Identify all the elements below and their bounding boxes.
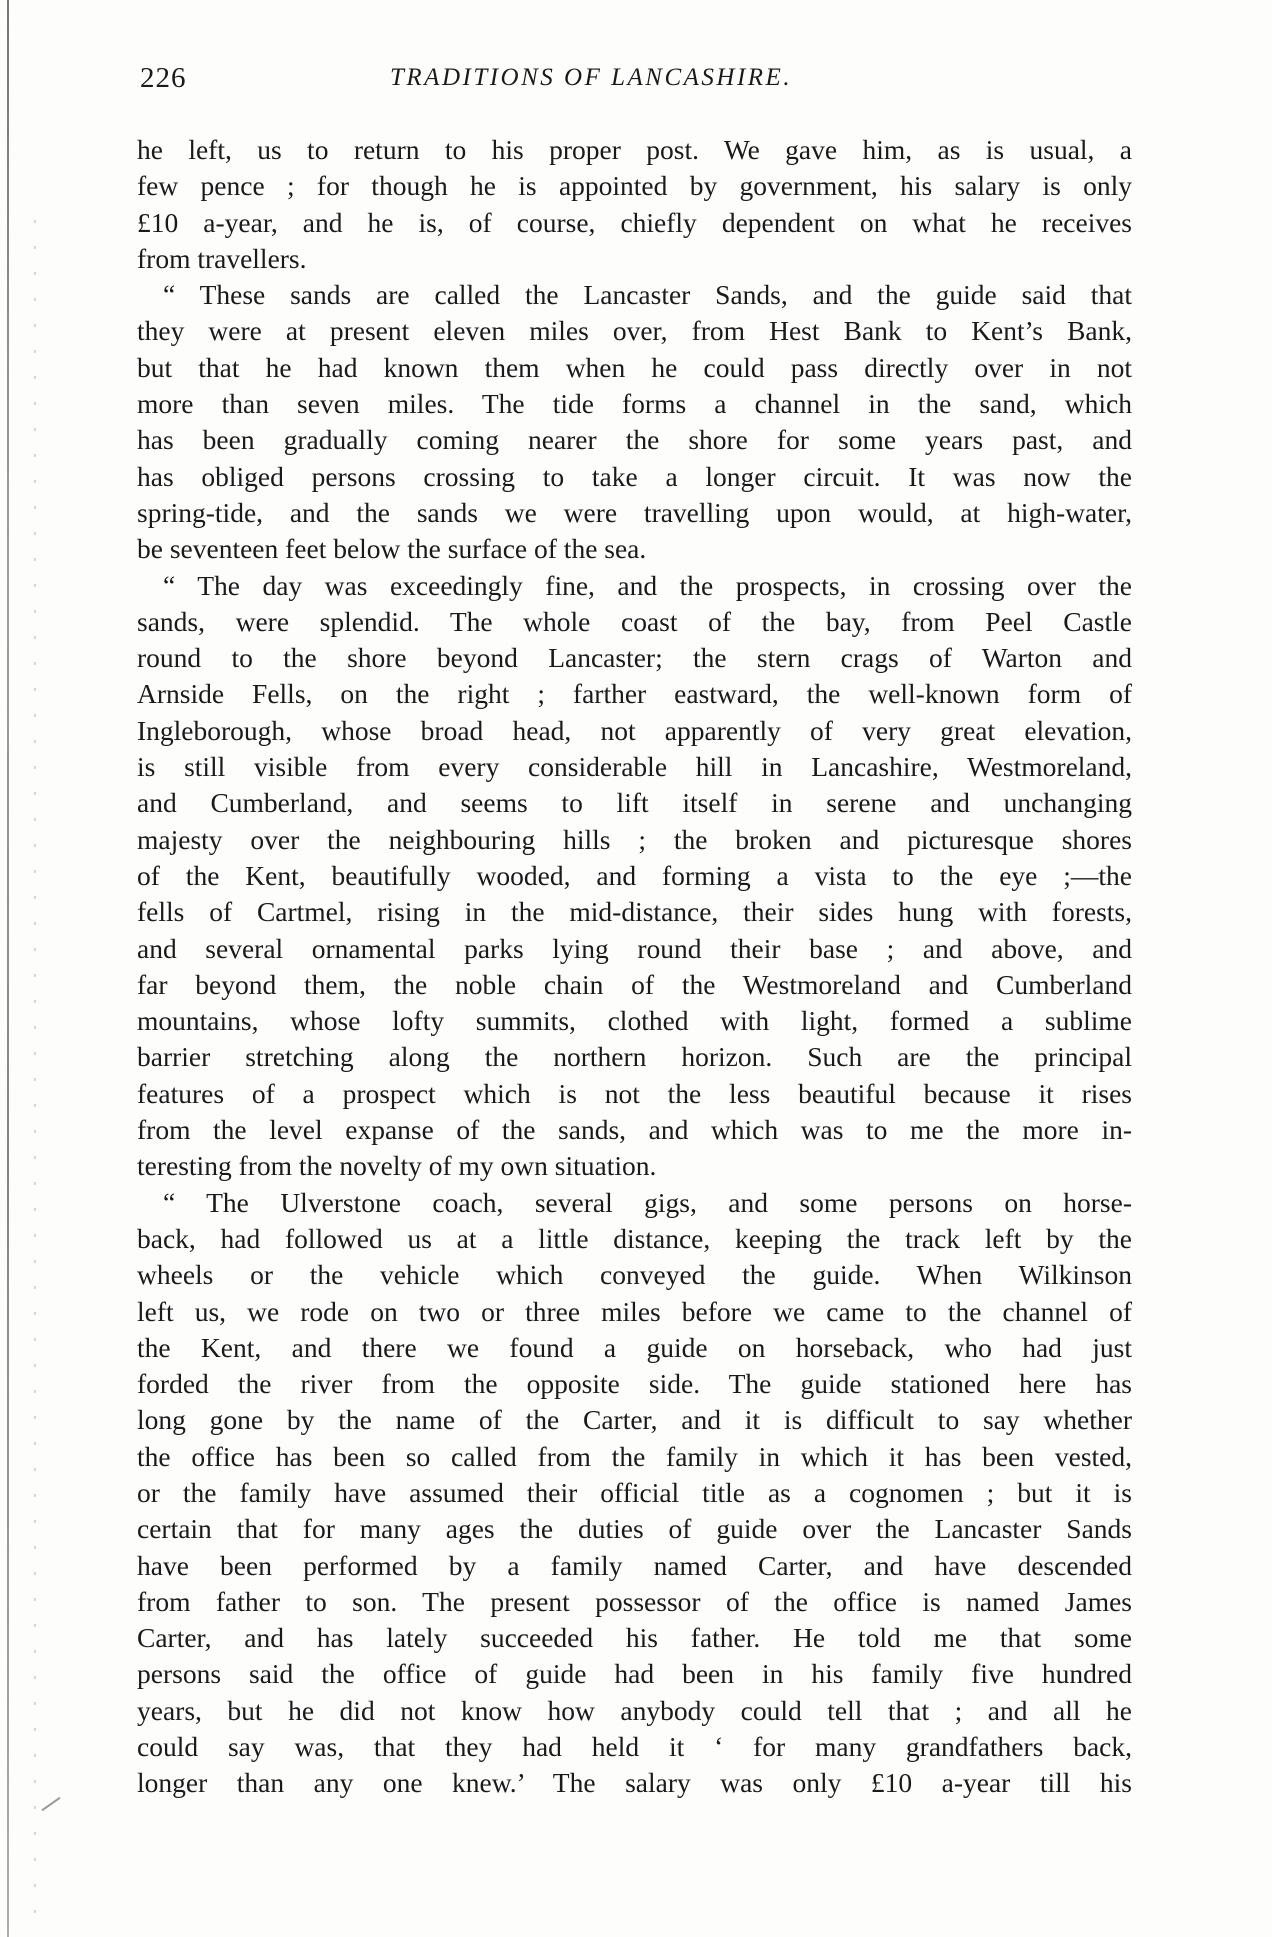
text-line: years, but he did not know how anybody could tell that ; and all he [137, 1694, 1132, 1726]
page-gutter-edge [7, 0, 9, 1937]
text-line: features of a prospect which is not the less beautiful because it rises [137, 1077, 1132, 1109]
margin-pencil-mark [41, 1797, 60, 1811]
text-line: longer than any one knew.’ The salary was only £10 a-year till his [137, 1767, 1132, 1799]
text-line: or the family have assumed their official title as a cognomen ; but it is [137, 1476, 1132, 1508]
text-line: from travellers. [137, 242, 307, 274]
text-line: sands, were splendid. The whole coast of the bay, from Peel Castle [137, 605, 1132, 637]
text-line: Ingleborough, whose broad head, not apparently of very great elevation, [137, 714, 1132, 746]
text-line: he left, us to return to his proper post. We gave him, as is usual, a [137, 134, 1132, 165]
text-line: but that he had known them when he could pass directly over in not [137, 351, 1132, 383]
text-line: persons said the office of guide had been in his family five hundred [137, 1658, 1132, 1690]
text-line: back, had followed us at a little distance, keeping the track left by the [137, 1222, 1132, 1254]
text-line: more than seven miles. The tide forms a channel in the sand, which [137, 388, 1132, 420]
text-line: £10 a-year, and he is, of course, chiefly dependent on what he receives [137, 206, 1132, 238]
text-line: spring-tide, and the sands we were travelling upon would, at high-water, [137, 496, 1132, 528]
text-line: round to the shore beyond Lancaster; the stern crags of Warton and [137, 642, 1132, 674]
text-line: forded the river from the opposite side. The guide stationed here has [137, 1368, 1132, 1400]
text-line: Carter, and has lately succeeded his father. He told me that some [137, 1622, 1132, 1654]
page-number: 226 [140, 62, 187, 94]
text-line: mountains, whose lofty summits, clothed with light, formed a sublime [137, 1005, 1132, 1037]
text-line: have been performed by a family named Carter, and have descended [137, 1549, 1132, 1581]
text-line: be seventeen feet below the surface of the sea. [137, 533, 647, 565]
text-line: Arnside Fells, on the right ; farther eastward, the well-known form of [137, 678, 1132, 710]
running-title: TRADITIONS OF LANCASHIRE. [390, 64, 793, 91]
text-line: long gone by the name of the Carter, and it is difficult to say whether [137, 1404, 1132, 1436]
text-line: the Kent, and there we found a guide on horseback, who had just [137, 1331, 1132, 1363]
text-line: from father to son. The present possessor of the office is named James [137, 1585, 1132, 1617]
text-line: “ The day was exceedingly fine, and the prospects, in crossing over the [163, 569, 1132, 601]
text-line: fells of Cartmel, rising in the mid-distance, their sides hung with forests, [137, 896, 1132, 928]
text-line: “ The Ulverstone coach, several gigs, and some persons on horse- [163, 1186, 1132, 1218]
text-line: the office has been so called from the family in which it has been vested, [137, 1440, 1132, 1472]
text-line: wheels or the vehicle which conveyed the guide. When Wilkinson [137, 1259, 1132, 1291]
text-line: and several ornamental parks lying round their base ; and above, and [137, 932, 1132, 964]
text-line: could say was, that they had held it ‘ for many grandfathers back, [137, 1731, 1132, 1763]
text-line: few pence ; for though he is appointed by government, his salary is only [137, 170, 1132, 202]
text-line: and Cumberland, and seems to lift itself in serene and unchanging [137, 787, 1132, 819]
text-line: far beyond them, the noble chain of the Westmoreland and Cumberland [137, 968, 1132, 1000]
text-line: from the level expanse of the sands, and which was to me the more in- [137, 1114, 1132, 1146]
text-line: certain that for many ages the duties of guide over the Lancaster Sands [137, 1513, 1132, 1545]
text-line: has been gradually coming nearer the shore for some years past, and [137, 424, 1132, 456]
body-text [137, 132, 1132, 1802]
text-line: is still visible from every considerable hill in Lancashire, Westmoreland, [137, 751, 1132, 783]
text-line: has obliged persons crossing to take a longer circuit. It was now the [137, 460, 1132, 492]
page-header [140, 62, 1140, 102]
text-line: left us, we rode on two or three miles before we came to the channel of [137, 1295, 1132, 1327]
text-line: of the Kent, beautifully wooded, and forming a vista to the eye ;—the [137, 859, 1132, 891]
text-line: teresting from the novelty of my own situation. [137, 1150, 657, 1182]
text-line: barrier stretching along the northern horizon. Such are the principal [137, 1041, 1132, 1073]
text-line: majesty over the neighbouring hills ; the broken and picturesque shores [137, 823, 1132, 855]
text-line: they were at present eleven miles over, from Hest Bank to Kent’s Bank, [137, 315, 1132, 347]
page-margin-specks [34, 220, 36, 1920]
text-line: “ These sands are called the Lancaster Sands, and the guide said that [163, 279, 1132, 311]
